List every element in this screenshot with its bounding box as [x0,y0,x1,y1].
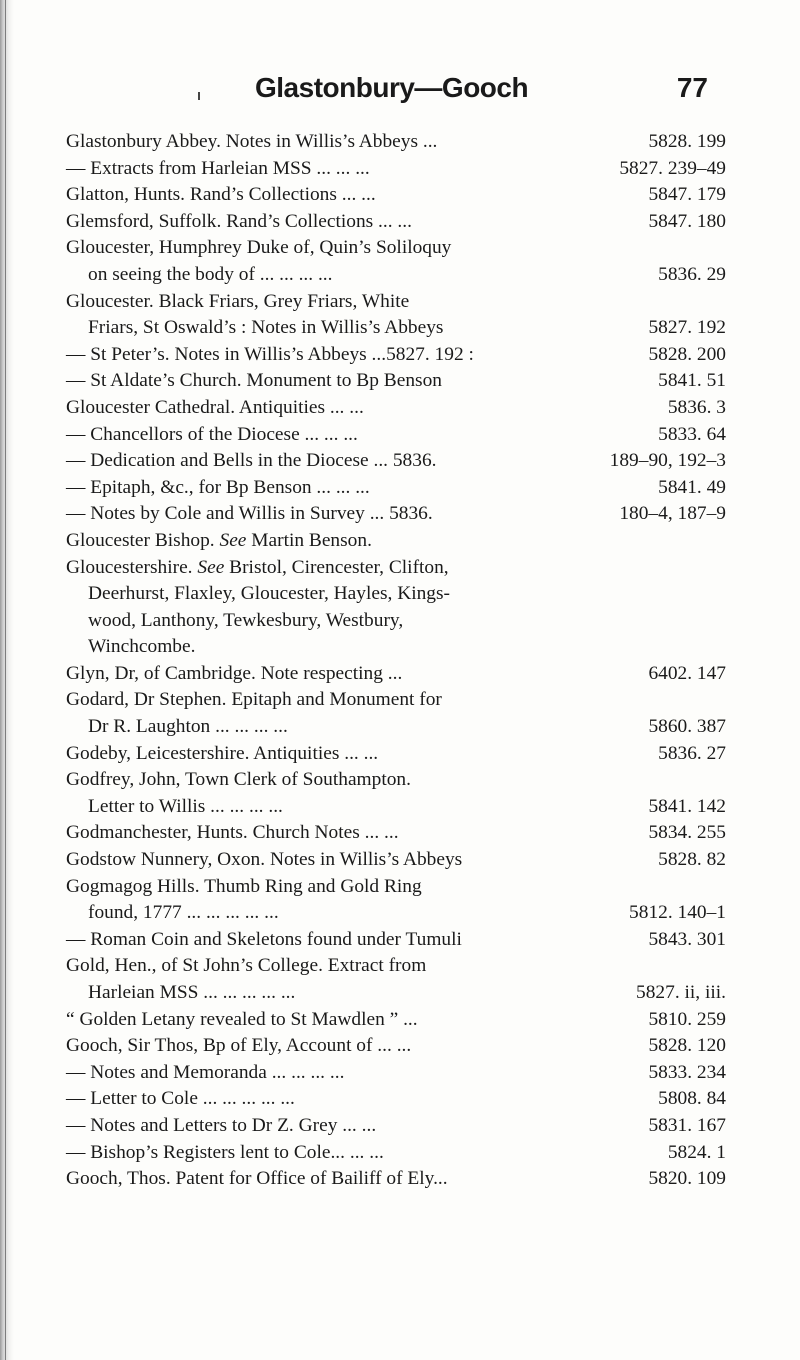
index-entry [66,395,726,422]
entry-text: Gloucester Cathedral. Antiquities ... ... [66,396,364,418]
index-entry [66,1166,726,1193]
entry-text: — Bishop’s Registers lent to Cole... ... ... [66,1141,384,1163]
index-entry [66,555,726,661]
entry-text-continued: Dr R. Laughton ... ... ... ... [88,716,288,738]
entry-text: Glemsford, Suffolk. Rand’s Collections ... ... [66,210,412,232]
entry-reference: 180–4, 187–9 [619,503,726,525]
entry-reference: 5833. 64 [658,423,726,445]
index-entry [66,342,726,369]
page-number: 77 [676,72,708,103]
index-list [66,129,726,1193]
index-entry [66,847,726,874]
index-entry [66,1113,726,1140]
entry-reference: 5847. 180 [648,210,726,232]
index-entry [66,129,726,156]
entry-reference: 5836. 27 [658,742,726,764]
scan-edge-shadow [0,0,14,1360]
entry-reference: 5824. 1 [667,1141,726,1163]
running-head: Glastonbury—Gooch [255,72,529,103]
index-entry [66,661,726,688]
index-entry [66,182,726,209]
entry-reference: 5860. 387 [648,716,726,738]
entry-text: — Extracts from Harleian MSS ... ... ... [66,157,370,179]
entry-text: Glatton, Hunts. Rand’s Collections ... ... [66,184,376,206]
index-entry [66,1007,726,1034]
entry-text: — Notes and Letters to Dr Z. Grey ... ... [66,1114,377,1136]
index-entry [66,820,726,847]
entry-reference: 5808. 84 [658,1088,726,1110]
index-entry [66,687,726,740]
entry-reference: 5820. 109 [648,1168,726,1190]
entry-reference: 5827. 239–49 [619,157,726,179]
entry-text-continued: Harleian MSS ... ... ... ... ... [88,982,296,1003]
entry-text-continued: Winchcombe. [88,636,196,658]
entry-text: Gogmagog Hills. Thumb Ring and Gold Ring [66,875,422,897]
index-entry [66,501,726,528]
entry-text: Gloucester, Humphrey Duke of, Quin’s Soliloquy [66,237,452,259]
entry-reference: 5812. 140–1 [629,902,726,924]
index-entry [66,1033,726,1060]
entry-text: — Dedication and Bells in the Diocese ... 5836. [66,450,437,472]
entry-text: Gold, Hen., of St John’s College. Extract from [66,955,427,977]
index-entry [66,156,726,183]
entry-text: — Notes and Memoranda ... ... ... ... [66,1061,345,1083]
entry-reference: 5831. 167 [648,1114,726,1136]
index-entry [66,767,726,820]
entry-text: — St Peter’s. Notes in Willis’s Abbeys ...5827. 192 : [66,343,474,365]
entry-text: Godstow Nunnery, Oxon. Notes in Willis’s Abbeys [66,849,463,871]
entry-text: — Notes by Cole and Willis in Survey ... 5836. [66,503,433,525]
entry-reference: 6402. 147 [648,662,726,684]
index-entry [66,289,726,342]
entry-reference: 5841. 51 [658,370,726,392]
index-entry [66,927,726,954]
entry-text: Godfrey, John, Town Clerk of Southampton. [66,769,411,791]
entry-text-continued: wood, Lanthony, Tewkesbury, Westbury, [88,609,404,631]
entry-reference: 5847. 179 [648,184,726,206]
scan-edge-line [5,0,6,1360]
entry-reference: 5828. 82 [658,849,726,871]
entry-reference: 5833. 234 [648,1061,726,1083]
entry-reference: 5828. 200 [648,343,726,365]
index-entry [66,741,726,768]
entry-text: Gloucestershire. See Bristol, Cirencester, Clifton, [66,556,449,578]
entry-text: Godard, Dr Stephen. Epitaph and Monument for [66,689,442,711]
entry-text: Gooch, Sir Thos, Bp of Ely, Account of ... ... [66,1035,412,1057]
entry-reference: 5827. 192 [648,317,726,339]
entry-text: — Epitaph, &c., for Bp Benson ... ... ... [66,476,370,498]
entry-reference: 5836. 29 [658,263,726,285]
entry-text: Glastonbury Abbey. Notes in Willis’s Abbeys ... [66,131,438,152]
entry-text: Gooch, Thos. Patent for Office of Bailiff of Ely... [66,1168,448,1190]
index-entry [66,422,726,449]
entry-reference: 5836. 3 [667,396,726,418]
entry-text: Gloucester. Black Friars, Grey Friars, White [66,290,410,312]
index-entry [66,1086,726,1113]
entry-text-continued: on seeing the body of ... ... ... ... [88,263,333,285]
entry-text: — Roman Coin and Skeletons found under Tumuli [66,928,462,950]
index-entry [66,874,726,927]
entry-text-continued: found, 1777 ... ... ... ... ... [88,902,279,924]
index-entry [66,953,726,1006]
entry-reference: 5828. 199 [648,131,726,152]
index-entry [66,209,726,236]
index-entry [66,1140,726,1167]
entry-text: Gloucester Bishop. See Martin Benson. [66,529,372,551]
index-entry [66,475,726,502]
entry-text: Glyn, Dr, of Cambridge. Note respecting ... [66,662,403,684]
index-entry [66,528,726,555]
entry-text: — St Aldate’s Church. Monument to Bp Benson [66,370,442,392]
entry-text-continued: Deerhurst, Flaxley, Gloucester, Hayles, Kings- [88,583,450,605]
index-entry [66,368,726,395]
entry-text: — Letter to Cole ... ... ... ... ... [66,1088,295,1110]
page-header [0,72,800,122]
entry-reference: 5834. 255 [648,822,726,844]
entry-reference: 5841. 142 [648,795,726,817]
entry-reference: 5841. 49 [658,476,726,498]
index-entry [66,448,726,475]
entry-reference: 5827. ii, iii. [636,982,726,1003]
entry-text-continued: Friars, St Oswald’s : Notes in Willis’s Abbeys [88,317,444,339]
entry-reference: 189–90, 192–3 [609,450,726,472]
entry-text: Godmanchester, Hunts. Church Notes ... ... [66,822,399,844]
entry-text: — Chancellors of the Diocese ... ... ... [66,423,358,445]
entry-reference: 5843. 301 [648,928,726,950]
index-entry [66,1060,726,1087]
entry-text: “ Golden Letany revealed to St Mawdlen ” ... [66,1008,418,1030]
index-entry [66,235,726,288]
entry-text-continued: Letter to Willis ... ... ... ... [88,795,283,817]
entry-reference: 5828. 120 [648,1035,726,1057]
entry-text: Godeby, Leicestershire. Antiquities ... ... [66,742,379,764]
entry-reference: 5810. 259 [648,1008,726,1030]
